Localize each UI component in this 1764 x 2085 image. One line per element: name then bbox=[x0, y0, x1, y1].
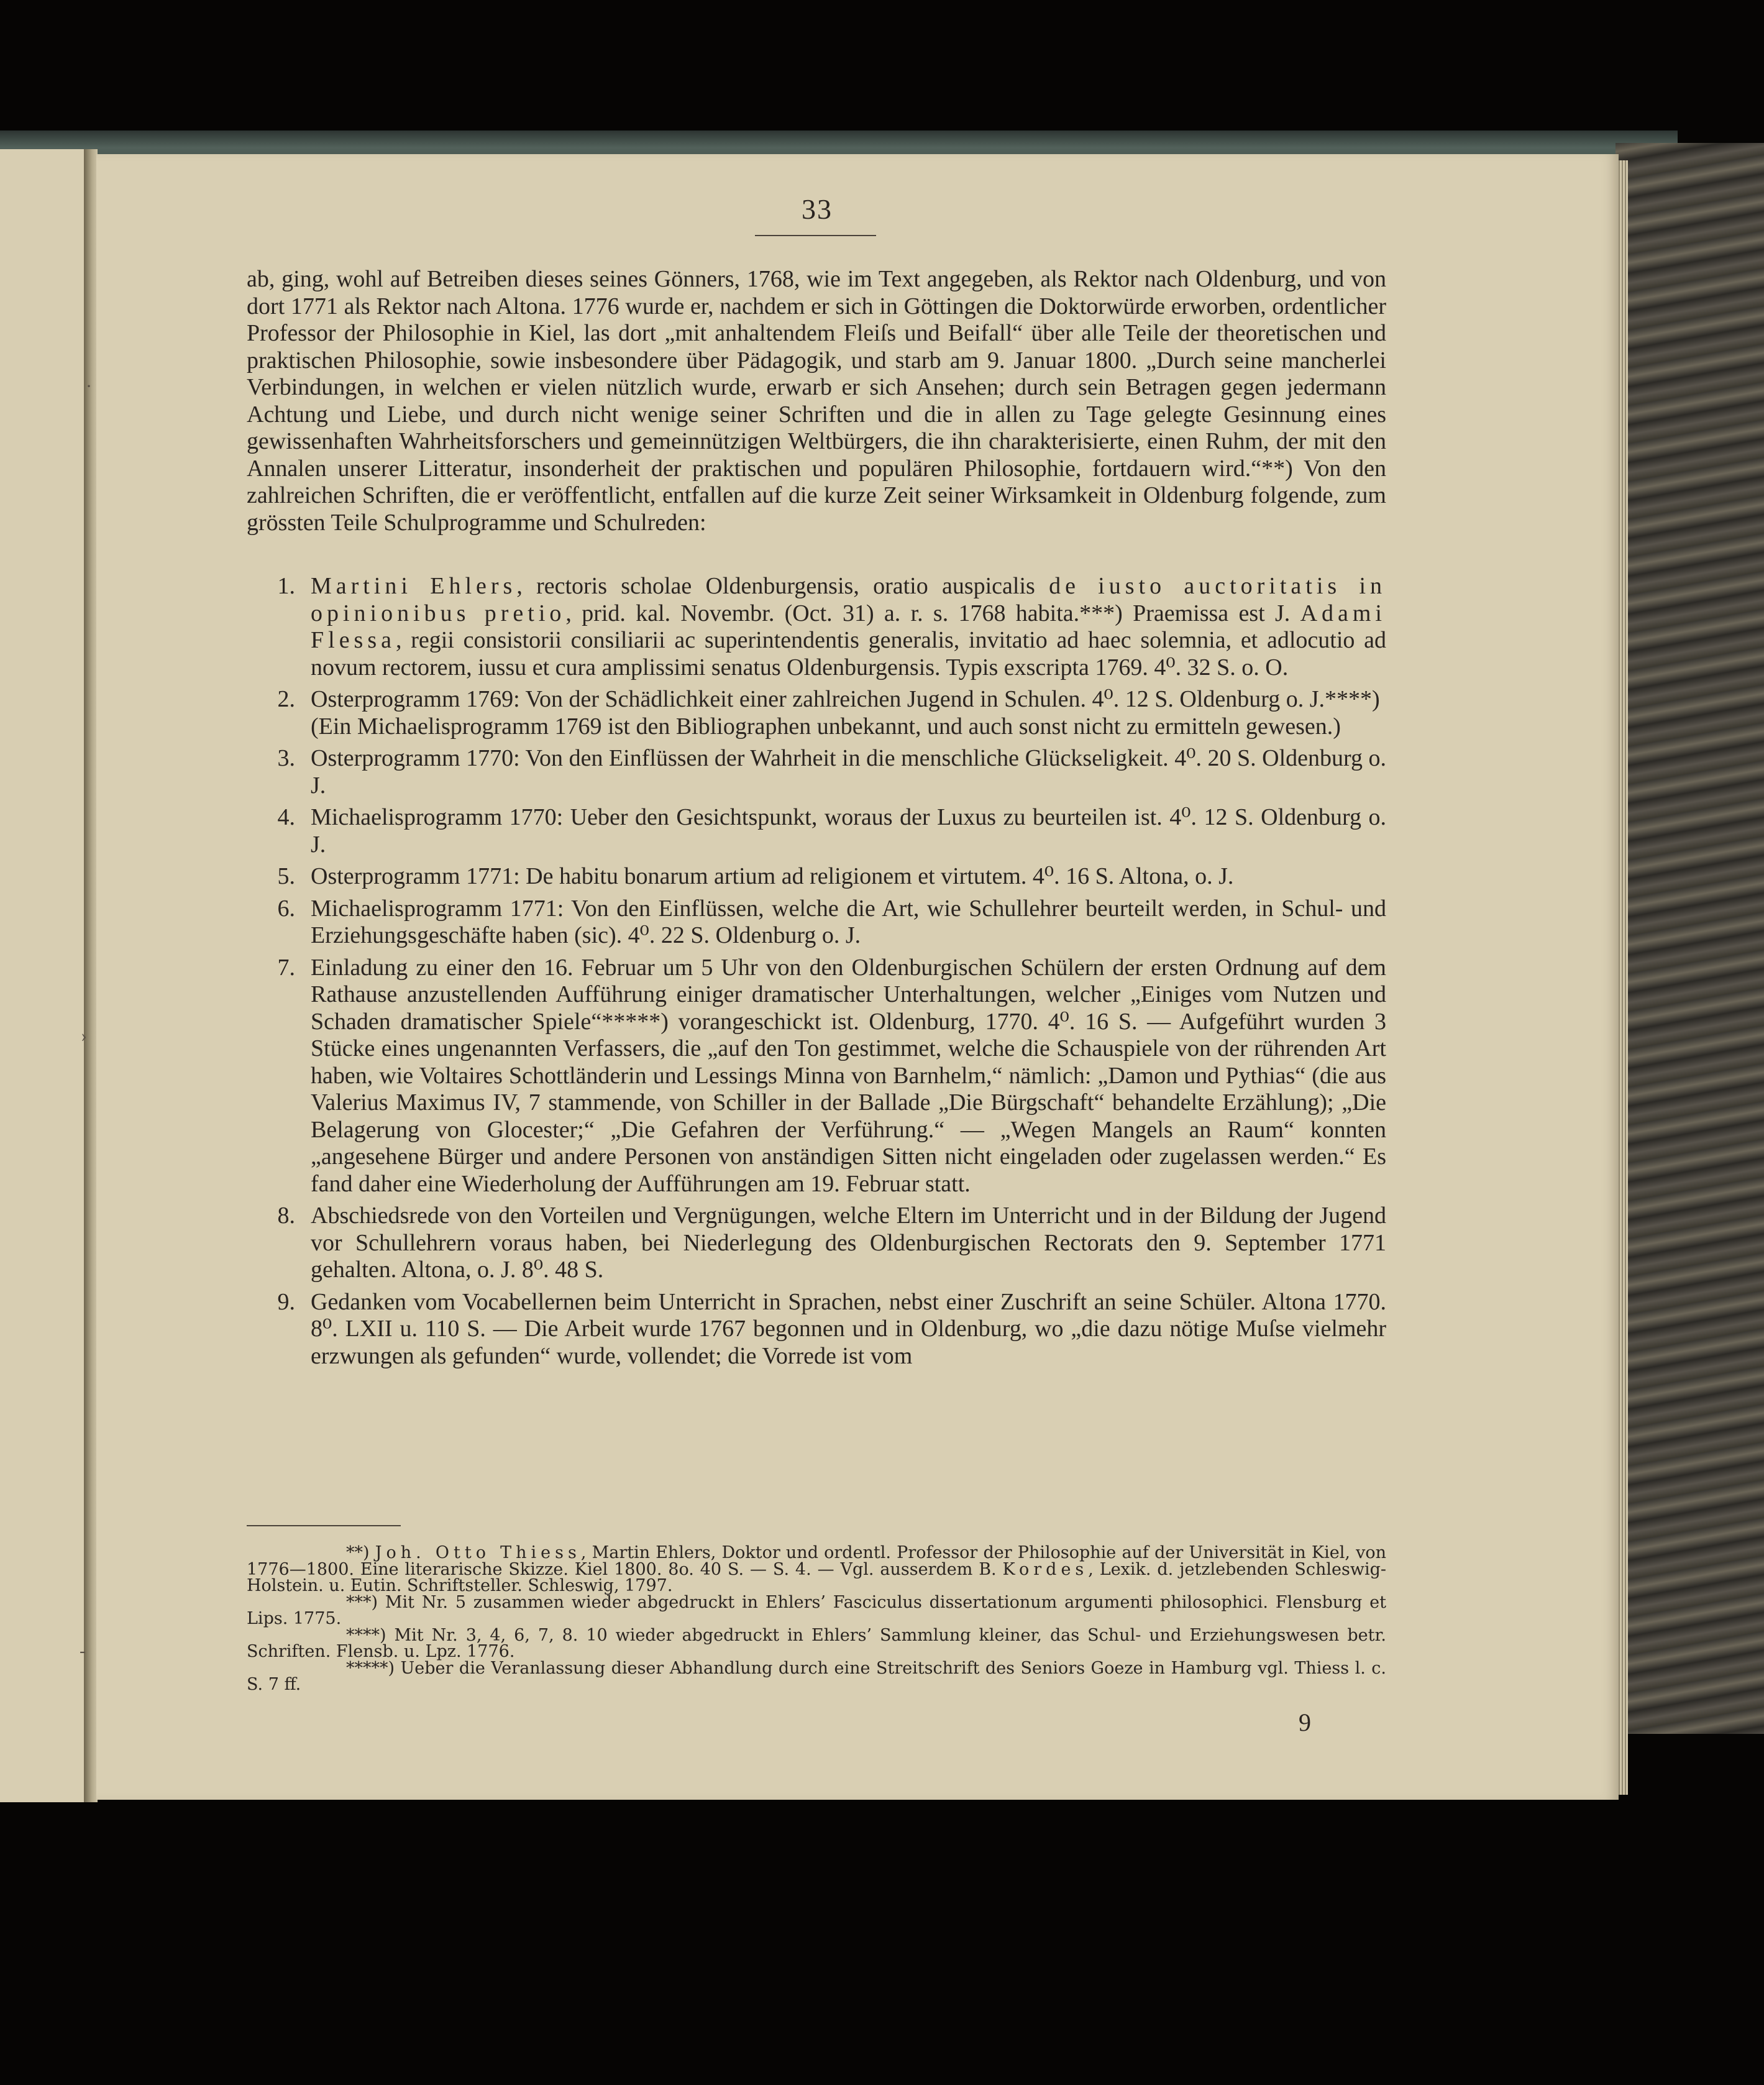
list-item bbox=[247, 863, 1386, 891]
list-item-number: 8. bbox=[277, 1203, 295, 1229]
publication-list bbox=[247, 573, 1386, 1375]
list-item-text: , rectoris scholae Oldenburgensis, oratio auspicalis bbox=[516, 573, 1049, 599]
list-item bbox=[247, 804, 1386, 858]
list-item-text: Abschiedsrede von den Vorteilen und Vergnügungen, welche Eltern im Unterricht und in der Bildung der Jugend vor Schullehrern voraus haben, bei Niederlegung des Oldenburgischen Rectorats den 9. September 1771 gehalten. Altona, o. J. 8⁰. 48 S. bbox=[311, 1203, 1386, 1283]
list-item-number: 3. bbox=[277, 745, 295, 771]
list-item-text: , regii consistorii consiliarii ac superintendentis generalis, invitatio ad haec solemnia, et adlocutio ad novum rectorem, iussu et cura amplissimi senatus Oldenburgensis. Typis exscripta 1769. 4⁰. 32 S. o. O. bbox=[311, 627, 1386, 680]
list-item bbox=[247, 896, 1386, 950]
list-item-text: Osterprogramm 1769: Von der Schädlichkeit einer zahlreichen Jugend in Schulen. 4⁰. 12 S. Oldenburg o. J.****) bbox=[311, 686, 1380, 712]
list-item-number: 5. bbox=[277, 863, 295, 889]
book-cover-marbled-edge bbox=[1615, 143, 1764, 1734]
list-item-text: Michaelisprogramm 1770: Ueber den Gesichtspunkt, woraus der Luxus zu beurteilen ist. 4⁰. 12 S. Oldenburg o. J. bbox=[311, 804, 1386, 858]
list-item-number: 1. bbox=[277, 573, 295, 599]
margin-mark: ‐ bbox=[80, 1641, 86, 1661]
list-item-text: Michaelisprogramm 1771: Von den Einflüssen, welche die Art, wie Schullehrer beurteilt werden, in Schul- und Erziehungsgeschäfte haben (sic). 4⁰. 22 S. Oldenburg o. J. bbox=[311, 895, 1386, 948]
list-item bbox=[247, 686, 1386, 740]
footnote-mark: **) bbox=[346, 1543, 375, 1562]
list-item-text: Gedanken vom Vocabellernen beim Unterricht in Sprachen, nebst einer Zuschrift an seine Schüler. Altona 1770. 8⁰. LXII u. 110 S. — Die Arbeit wurde 1767 begonnen und in Oldenburg, wo „die dazu nötige Muſse vielmehr erzwungen als gefunden“ wurde, vollendet; die Vorrede ist vom bbox=[311, 1288, 1386, 1369]
previous-page-edge bbox=[0, 149, 86, 1802]
page-number-rule bbox=[755, 235, 876, 236]
author-name: Martini Ehlers bbox=[311, 573, 517, 599]
body-paragraph-text: ab, ging, wohl auf Betreiben dieses seines Gönners, 1768, wie im Text angegeben, als Rektor nach Oldenburg, und von dort 1771 als Rektor nach Altona. 1776 wurde er, nachdem er sich in Göttingen die Doktorwürde erworben, ordentlicher Professor der Philosophie in Kiel, las dort „mit anhaltendem Fleiſs und Beifall“ über alle Teile der theoretischen und praktischen Philosophie, sowie insbesondere über Pädagogik, und starb am 9. Januar 1800. „Durch seine mancherlei Verbindungen, in welchen er vielen nützlich wurde, erwarb er sich Ansehen; durch sein Betragen gegen jedermann Achtung und Liebe, und durch nicht wenige seiner Schriften und die in allen zu Tage gelegte Gesinnung eines gewissenhaften Wahrheitsforschers und gemeinnützigen Weltbürgers, die ihn charakterisierte, einen Ruhm, der mit den Annalen unserer Litteratur, insonderheit der praktischen und populären Philosophie, fortdauern wird.“**) Von den zahlreichen Schriften, die er veröffentlicht, entfallen auf die kurze Zeit seiner Wirksamkeit in Oldenburg folgende, zum grössten Teile Schulprogramme und Schulreden: bbox=[247, 266, 1386, 536]
list-item bbox=[247, 1203, 1386, 1284]
margin-mark: › bbox=[81, 1025, 87, 1046]
list-item bbox=[247, 1289, 1386, 1370]
list-item-text: Osterprogramm 1771: De habitu bonarum artium ad religionem et virtutem. 4⁰. 16 S. Altona, o. J. bbox=[311, 863, 1234, 889]
author-name: Joh. Otto Thiess bbox=[375, 1543, 581, 1562]
footnote: *****) Ueber die Veranlassung dieser Abhandlung durch eine Streitschrift des Seniors Goeze in Hamburg vgl. Thiess l. c. S. 7 ff. bbox=[247, 1658, 1386, 1694]
list-item-number: 9. bbox=[277, 1288, 295, 1315]
margin-mark: · bbox=[86, 376, 92, 396]
footnote-rule bbox=[247, 1525, 401, 1526]
list-item-note: (Ein Michaelisprogramm 1769 ist den Bibliographen unbekannt, und auch sonst nicht zu ermitteln gewesen.) bbox=[311, 713, 1341, 740]
author-name: Kordes bbox=[1002, 1559, 1089, 1579]
footnotes bbox=[247, 1545, 1386, 1693]
list-item bbox=[247, 745, 1386, 799]
signature-mark: 9 bbox=[1299, 1708, 1311, 1736]
list-item-text: , prid. kal. Novembr. (Oct. 31) a. r. s. 1768 habita.***) Praemissa est J. bbox=[565, 600, 1300, 626]
list-item-number: 2. bbox=[277, 686, 295, 712]
list-item-text: Osterprogramm 1770: Von den Einflüssen der Wahrheit in die menschliche Glückseligkeit. 4⁰. 20 S. Oldenburg o. J. bbox=[311, 745, 1386, 799]
list-item bbox=[247, 573, 1386, 681]
list-item-number: 7. bbox=[277, 954, 295, 981]
list-item-number: 6. bbox=[277, 895, 295, 922]
list-item-text: Einladung zu einer den 16. Februar um 5 Uhr von den Oldenburgischen Schülern der ersten Ordnung auf dem Rathause anzustellenden Aufführung einiger dramatischer Unterhaltungen, welcher „Einiges vom Nutzen und Schaden dramatischer Spiele“*****) vorangeschickt ist. Oldenburg, 1770. 4⁰. 16 S. — Aufgeführt wurden 3 Stücke eines ungenannten Verfassers, die „auf den Ton gestimmet, welche die Schauspiele von der rührenden Art haben, wie Voltaires Schottländerin und Lessings Minna von Barnhelm,“ nämlich: „Damon und Pythias“ (die aus Valerius Maximus IV, 7 stammende, von Schiller in der Ballade „Die Bürgschaft“ behandelte Erzählung); „Die Belagerung von Glocester;“ „Die Gefahren der Verführung.“ — „Wegen Mangels an Raum“ konnten „angesehene Bürger und andere Personen von anständigen Sitten nicht eingeladen oder zugelassen werden.“ Es fand daher eine Wiederholung der Aufführungen am 19. Februar statt. bbox=[311, 954, 1386, 1197]
author-name: Adami Flessa bbox=[311, 600, 1386, 653]
footnote-text: , Lexik. d. jetzlebenden Schleswig-Holstein. u. Eutin. Schriftsteller. Schleswig, 1797. bbox=[247, 1559, 1387, 1595]
list-item-number: 4. bbox=[277, 804, 295, 830]
emphasized-title: de iusto auctoritatis in opinionibus pretio bbox=[311, 573, 1387, 626]
page-number: 33 bbox=[802, 193, 833, 225]
footnote bbox=[247, 1545, 1386, 1595]
list-item bbox=[247, 955, 1386, 1198]
footnote: ****) Mit Nr. 3, 4, 6, 7, 8. 10 wieder abgedruckt in Ehlers’ Sammlung kleiner, das Schul- und Erziehungswesen betr. Schriften. Flensb. u. Lpz. 1776. bbox=[247, 1625, 1386, 1661]
footnote: ***) Mit Nr. 5 zusammen wieder abgedruckt in Ehlers’ Fasciculus dissertationum argumenti philosophici. Flensburg et Lips. 1775. bbox=[247, 1592, 1386, 1628]
book-gutter bbox=[84, 149, 98, 1802]
footnote-text: , Martin Ehlers, Doktor und ordentl. Professor der Philosophie auf der Universität in Kiel, von 1776—1800. Eine literarische Skizze. Kiel 1800. 8o. 40 S. — S. 4. — Vgl. ausserdem B. bbox=[247, 1543, 1386, 1579]
body-paragraph bbox=[247, 266, 1386, 536]
